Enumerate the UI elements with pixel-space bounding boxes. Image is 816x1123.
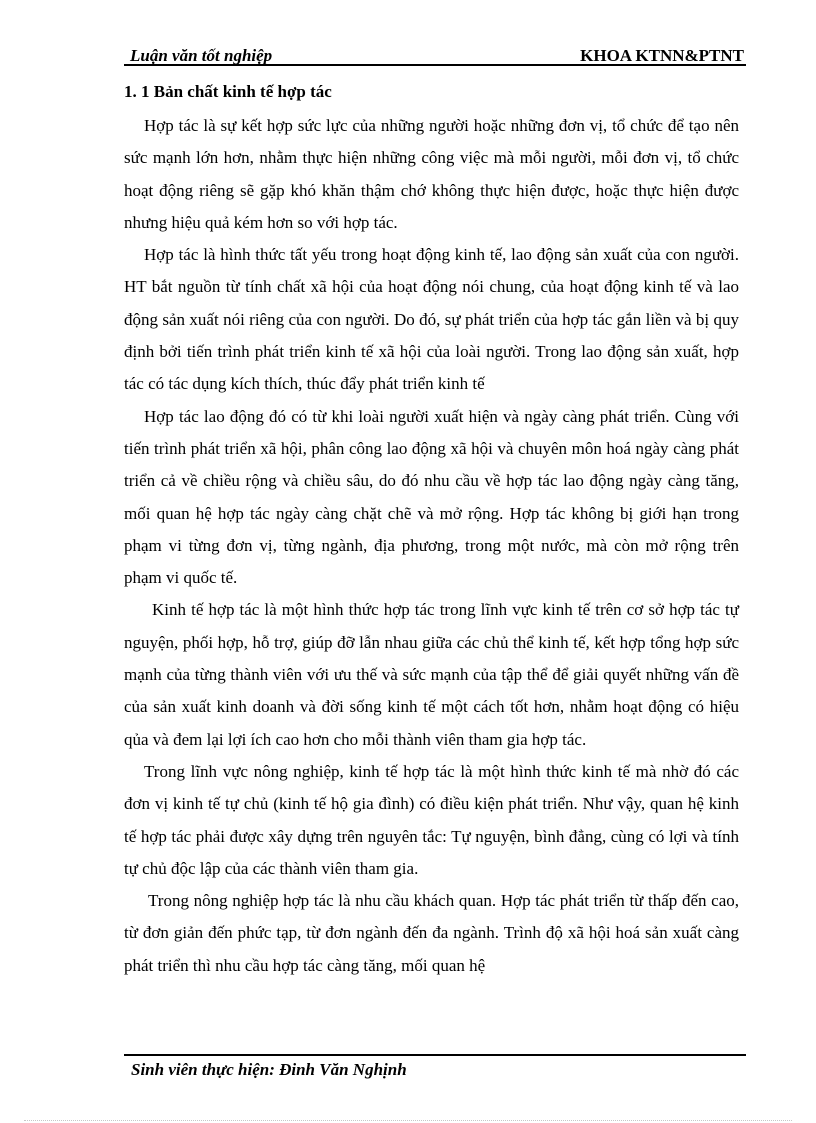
paragraph-5: Trong lĩnh vực nông nghiệp, kinh tế hợp tác là một hình thức kinh tế mà nhờ đó các đơn vị kinh tế tự chủ (kinh tế hộ gia đình) có điều kiện phát triển. Như vậy, quan hệ kinh tế hợp tác phải được xây dựng trên nguyên tắc: Tự nguyện, bình đẳng, cùng có lợi và tính tự chủ độc lập của các thành viên tham gia.: [124, 761, 739, 878]
footer-divider: [124, 1054, 746, 1056]
page-edge-divider: [24, 1120, 792, 1121]
section-title: 1. 1 Bản chất kinh tế hợp tác: [124, 82, 332, 101]
paragraph-1: Hợp tác là sự kết hợp sức lực của những người hoặc những đơn vị, tổ chức để tạo nên sức mạnh lớn hơn, nhằm thực hiện những công việc mà mỗi người, mỗi đơn vị, tổ chức hoạt động riêng sẽ gặp khó khăn thậm chớ không thực hiện được, hoặc thực hiện được nhưng hiệu quả kém hơn so với hợp tác.: [124, 116, 739, 232]
paragraph-6: Trong nông nghiệp hợp tác là nhu cầu khách quan. Hợp tác phát triển từ thấp đến cao, từ đơn giản đến phức tạp, từ đơn ngành đến đa ngành. Trình độ xã hội hoá sản xuất càng phát triển thì nhu cầu hợp tác càng tăng, mối quan hệ: [124, 891, 739, 975]
paragraph-4: Kinh tế hợp tác là một hình thức hợp tác trong lĩnh vực kinh tế trên cơ sở hợp tác tự nguyện, phối hợp, hỗ trợ, giúp đỡ lẫn nhau giữa các chủ thể kinh tế, kết hợp tổng hợp sức mạnh của từng thành viên với ưu thế và sức mạnh của tập thể để giải quyết những vấn đề của sản xuất kinh doanh và đời sống kinh tế một cách tốt hơn, nhằm hoạt động có hiệu qủa và đem lại lợi ích cao hơn cho mỗi thành viên tham gia hợp tác.: [124, 600, 739, 749]
body-text: [124, 110, 739, 982]
page-footer: Sinh viên thực hiện: Đinh Văn Nghịnh: [131, 1060, 407, 1079]
paragraph-3: Hợp tác lao động đó có từ khi loài người xuất hiện và ngày càng phát triển. Cùng với tiến trình phát triển xã hội, phân công lao động xã hội và chuyên môn hoá ngày càng phát triển cả về chiều rộng và chiều sâu, do đó nhu cầu về hợp tác lao động ngày càng tăng, mối quan hệ hợp tác ngày càng chặt chẽ và mở rộng. Hợp tác không bị giới hạn trong phạm vi từng đơn vị, từng ngành, địa phương, trong một nước, mà còn mở rộng trên phạm vi quốc tế.: [124, 406, 739, 588]
header-thesis-label: Luận văn tốt nghiệp: [130, 46, 273, 65]
paragraph-2: Hợp tác là hình thức tất yếu trong hoạt động kinh tế, lao động sản xuất của con người. HT bắt nguồn từ tính chất xã hội của hoạt động nói chung, của hoạt động kinh tế và lao động sản xuất nói riêng của con người. Do đó, sự phát triển của hợp tác gắn liền và bị quy định bởi tiến trình phát triển kinh tế xã hội của loài người. Trong lao động sản xuất, hợp tác có tác dụng kích thích, thúc đẩy phát triển kinh tế: [124, 245, 739, 394]
page-header: [124, 42, 746, 66]
header-faculty-label: KHOA KTNN&PTNT: [580, 46, 744, 65]
